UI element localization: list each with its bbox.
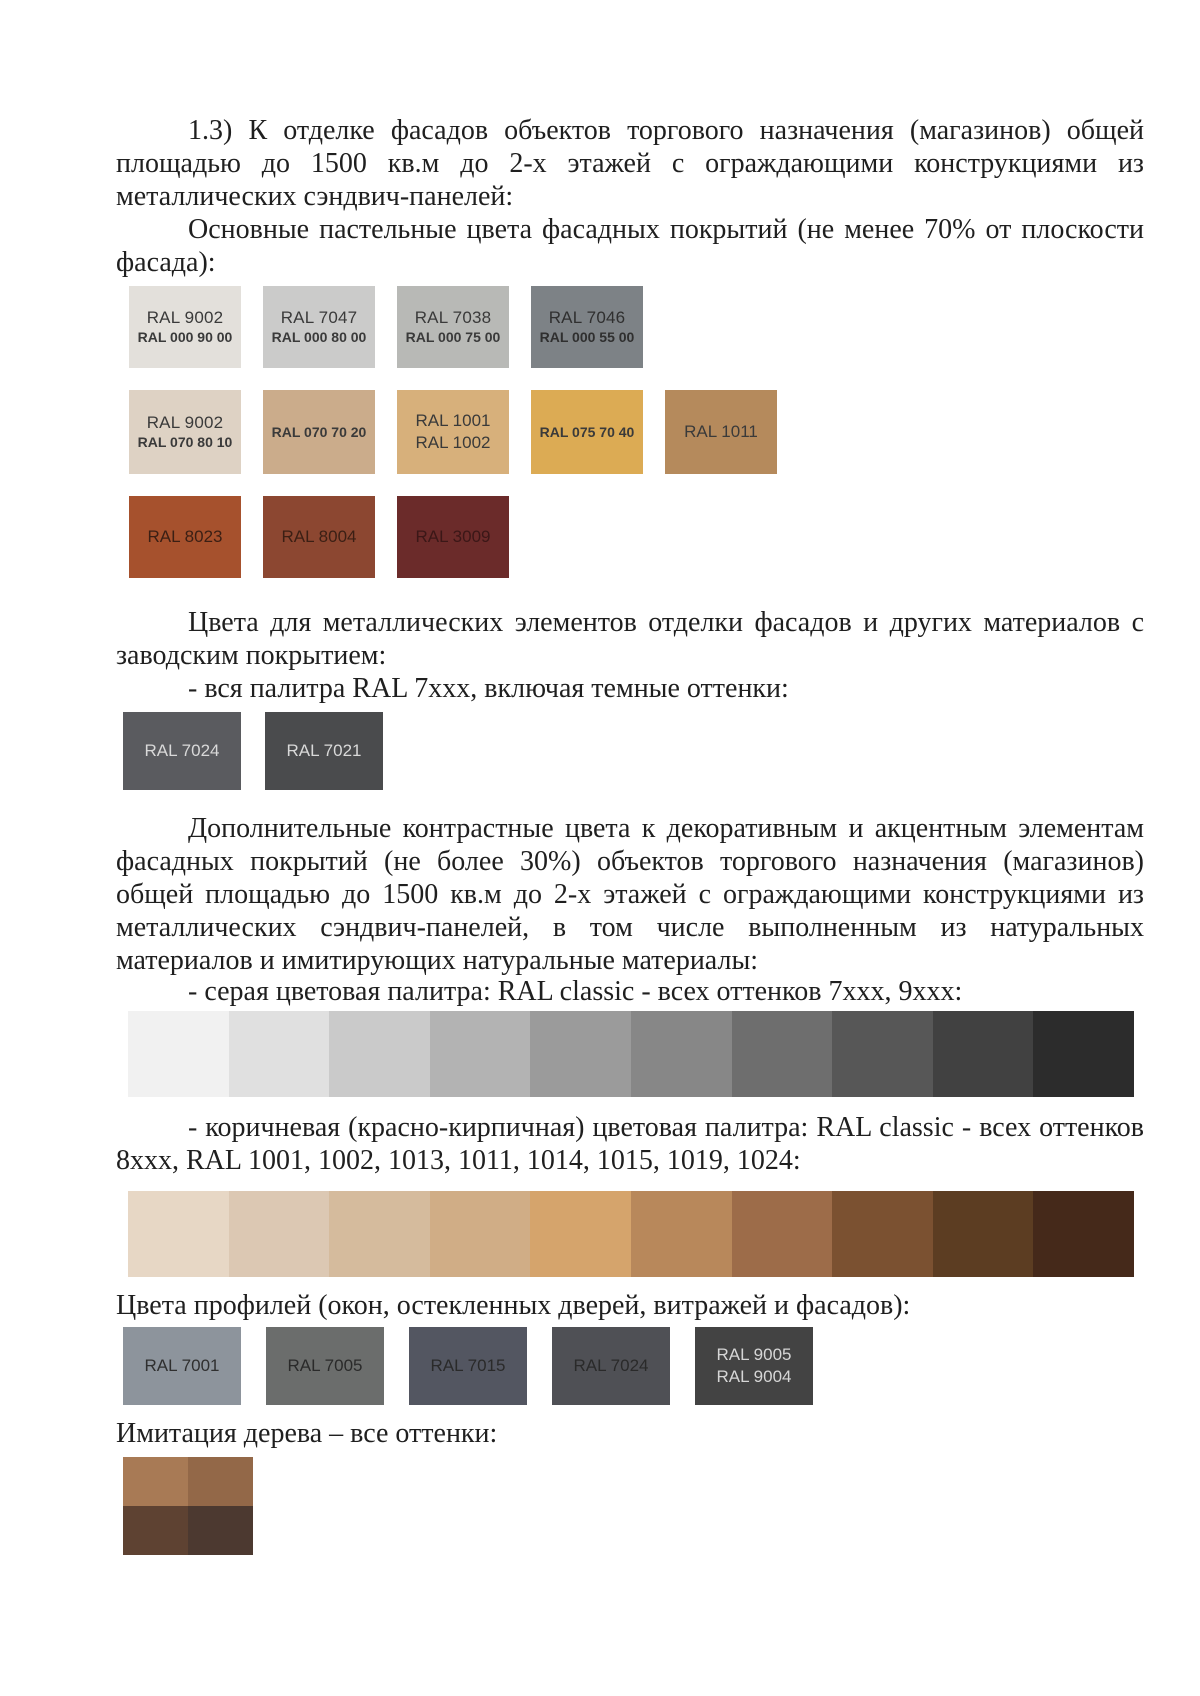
grey-shade-segment	[229, 1011, 330, 1097]
color-swatch	[409, 1327, 527, 1405]
swatch-label: RAL 7005	[287, 1356, 363, 1375]
wood-shade-cell	[188, 1457, 253, 1506]
pastel-intro: Основные пастельные цвета фасадных покрытий (не менее 70% от плоскости фасада):	[116, 214, 1144, 278]
swatch-label: RAL 7015	[430, 1356, 506, 1375]
brown-shade-segment	[128, 1191, 229, 1277]
swatch-sublabel: RAL 000 90 00	[137, 329, 233, 345]
brown-shade-segment	[530, 1191, 631, 1277]
grey-shade-segment	[631, 1011, 732, 1097]
swatch-label: RAL 9005	[716, 1345, 792, 1364]
swatch-sublabel: RAL 9004	[716, 1367, 792, 1386]
swatch-label: RAL 1001	[415, 411, 491, 430]
color-swatch	[129, 390, 241, 474]
brown-shade-segment	[329, 1191, 430, 1277]
swatch-label: RAL 7024	[144, 741, 220, 760]
brown-shade-segment	[1033, 1191, 1134, 1277]
color-swatch	[531, 390, 643, 474]
swatch-label: RAL 7046	[548, 308, 626, 327]
brown-shade-segment	[229, 1191, 330, 1277]
contrast-intro: Дополнительные контрастные цвета к декоративным и акцентным элементам фасадных покрытий (не более 30%) объектов торгового назначения (магазинов) общей площадью до 1500 кв.м до 2-х этажей с ограждающими конструкциями из металлических сэндвич-панелей, в том числе выполненным из натуральных материалов и имитирующих натуральные материалы:	[116, 813, 1144, 976]
color-swatch	[397, 286, 509, 368]
grey-shade-segment	[430, 1011, 531, 1097]
swatch-sublabel: RAL 000 80 00	[271, 329, 367, 345]
swatch-label: RAL 7038	[414, 308, 492, 327]
swatch-label: RAL 7024	[573, 1356, 649, 1375]
color-swatch	[123, 1327, 241, 1405]
swatch-label: RAL 3009	[415, 527, 491, 546]
grey-palette-line: - серая цветовая палитра: RAL classic - всех оттенков 7xxx, 9xxx:	[188, 976, 963, 1007]
color-swatch	[665, 390, 777, 474]
section-heading: 1.3) К отделке фасадов объектов торгового назначения (магазинов) общей площадью до 1500 кв.м до 2-х этажей с ограждающими конструкциями из металлических сэндвич-панелей:	[116, 115, 1144, 212]
grey-shade-segment	[1033, 1011, 1134, 1097]
grey-shade-segment	[732, 1011, 833, 1097]
color-swatch	[263, 496, 375, 578]
swatch-sublabel: RAL 075 70 40	[539, 424, 635, 440]
grey-shade-segment	[329, 1011, 430, 1097]
brown-palette-line: - коричневая (красно-кирпичная) цветовая палитра: RAL classic - всех оттенков 8xxx, RAL 1001, 1002, 1013, 1011, 1014, 1015, 1019, 1024:	[116, 1112, 1144, 1176]
profiles-title: Цвета профилей (окон, остекленных дверей, витражей и фасадов):	[116, 1290, 911, 1321]
swatch-sublabel: RAL 000 75 00	[405, 329, 501, 345]
color-swatch	[531, 286, 643, 368]
wood-swatch-grid	[123, 1457, 253, 1555]
color-swatch	[397, 390, 509, 474]
metal-palette-line: - вся палитра RAL 7xxx, включая темные оттенки:	[188, 673, 789, 704]
grey-shade-segment	[832, 1011, 933, 1097]
swatch-label: RAL 9002	[146, 413, 224, 432]
color-swatch	[266, 1327, 384, 1405]
swatch-sublabel: RAL 070 80 10	[137, 434, 233, 450]
color-swatch	[129, 496, 241, 578]
wood-title: Имитация дерева – все оттенки:	[116, 1418, 498, 1449]
swatch-label: RAL 7021	[286, 741, 362, 760]
brown-shade-segment	[631, 1191, 732, 1277]
color-swatch	[123, 712, 241, 790]
color-swatch	[263, 390, 375, 474]
brown-shade-segment	[732, 1191, 833, 1277]
swatch-label: RAL 7001	[144, 1356, 220, 1375]
swatch-label: RAL 1011	[684, 422, 758, 441]
grey-shade-segment	[128, 1011, 229, 1097]
color-swatch	[263, 286, 375, 368]
color-swatch	[129, 286, 241, 368]
grey-shade-segment	[933, 1011, 1034, 1097]
swatch-sublabel: RAL 000 55 00	[539, 329, 635, 345]
grey-palette-strip	[128, 1011, 1134, 1097]
swatch-label: RAL 8023	[147, 527, 223, 546]
swatch-sublabel: RAL 070 70 20	[271, 424, 367, 440]
wood-shade-cell	[123, 1457, 188, 1506]
wood-shade-cell	[123, 1506, 188, 1555]
color-swatch	[265, 712, 383, 790]
brown-shade-segment	[832, 1191, 933, 1277]
wood-shade-cell	[188, 1506, 253, 1555]
color-swatch	[695, 1327, 813, 1405]
color-swatch	[397, 496, 509, 578]
metal-intro: Цвета для металлических элементов отделки фасадов и других материалов с заводским покрытием:	[116, 607, 1144, 671]
swatch-sublabel: RAL 1002	[415, 433, 491, 452]
brown-shade-segment	[933, 1191, 1034, 1277]
brown-palette-strip	[128, 1191, 1134, 1277]
swatch-label: RAL 7047	[280, 308, 358, 327]
brown-shade-segment	[430, 1191, 531, 1277]
swatch-label: RAL 8004	[281, 527, 357, 546]
grey-shade-segment	[530, 1011, 631, 1097]
color-swatch	[552, 1327, 670, 1405]
swatch-label: RAL 9002	[146, 308, 224, 327]
